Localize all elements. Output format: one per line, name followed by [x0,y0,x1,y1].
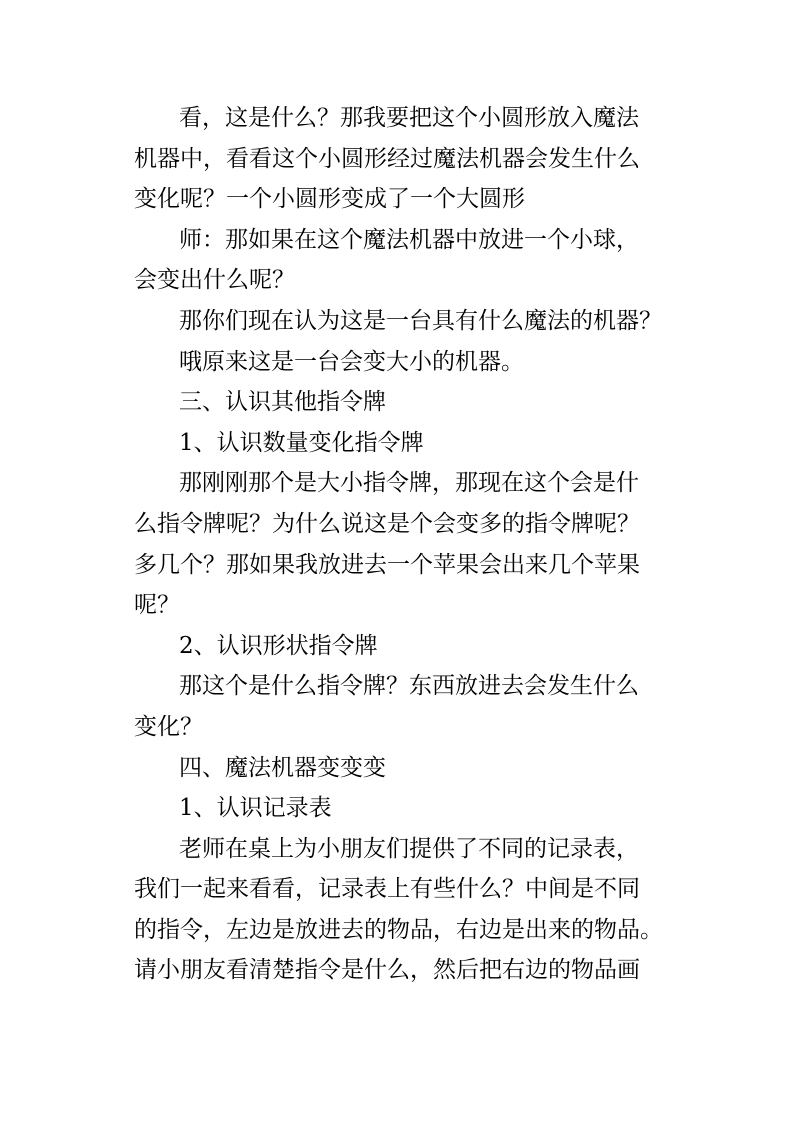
text-line-6: 那你们现在认为这是一台具有什么魔法的机器？ [179,307,662,334]
text-line-19: 老师在桌上为小朋友们提供了不同的记录表， [179,835,639,862]
text-line-22: 请小朋友看清楚指令是什么，然后把右边的物品画 [134,957,640,984]
text-line-13: 呢？ [134,592,180,619]
document-body [134,98,674,991]
text-line-16: 变化？ [134,713,203,740]
section-heading-3: 三、认识其他指令牌 [179,389,386,416]
subsection-heading-3-1: 1、认识数量变化指令牌 [179,429,424,456]
subsection-heading-4-1: 1、认识记录表 [179,795,332,822]
text-line-11: 么指令牌呢？为什么说这是个会变多的指令牌呢？ [134,510,640,537]
subsection-heading-3-2: 2、认识形状指令牌 [179,632,378,659]
text-line-3: 变化呢？一个小圆形变成了一个大圆形 [134,186,525,213]
text-line-20: 我们一起来看看，记录表上有些什么？中间是不同 [134,876,640,903]
section-heading-4: 四、魔法机器变变变 [179,754,386,781]
text-line-12: 多几个？那如果我放进去一个苹果会出来几个苹果 [134,551,640,578]
text-line-21: 的指令，左边是放进去的物品，右边是出来的物品。 [134,916,663,943]
text-line-10: 那刚刚那个是大小指令牌，那现在这个会是什 [179,470,639,497]
text-line-1: 看，这是什么？那我要把这个小圆形放入魔法 [179,105,639,131]
text-line-5: 会变出什么呢？ [134,267,295,294]
text-line-4: 师：那如果在这个魔法机器中放进一个小球， [179,226,639,253]
text-line-2: 机器中，看看这个小圆形经过魔法机器会发生什么 [134,145,640,172]
text-line-7: 哦原来这是一台会变大小的机器。 [179,348,524,375]
text-line-15: 那这个是什么指令牌？东西放进去会发生什么 [179,673,639,700]
